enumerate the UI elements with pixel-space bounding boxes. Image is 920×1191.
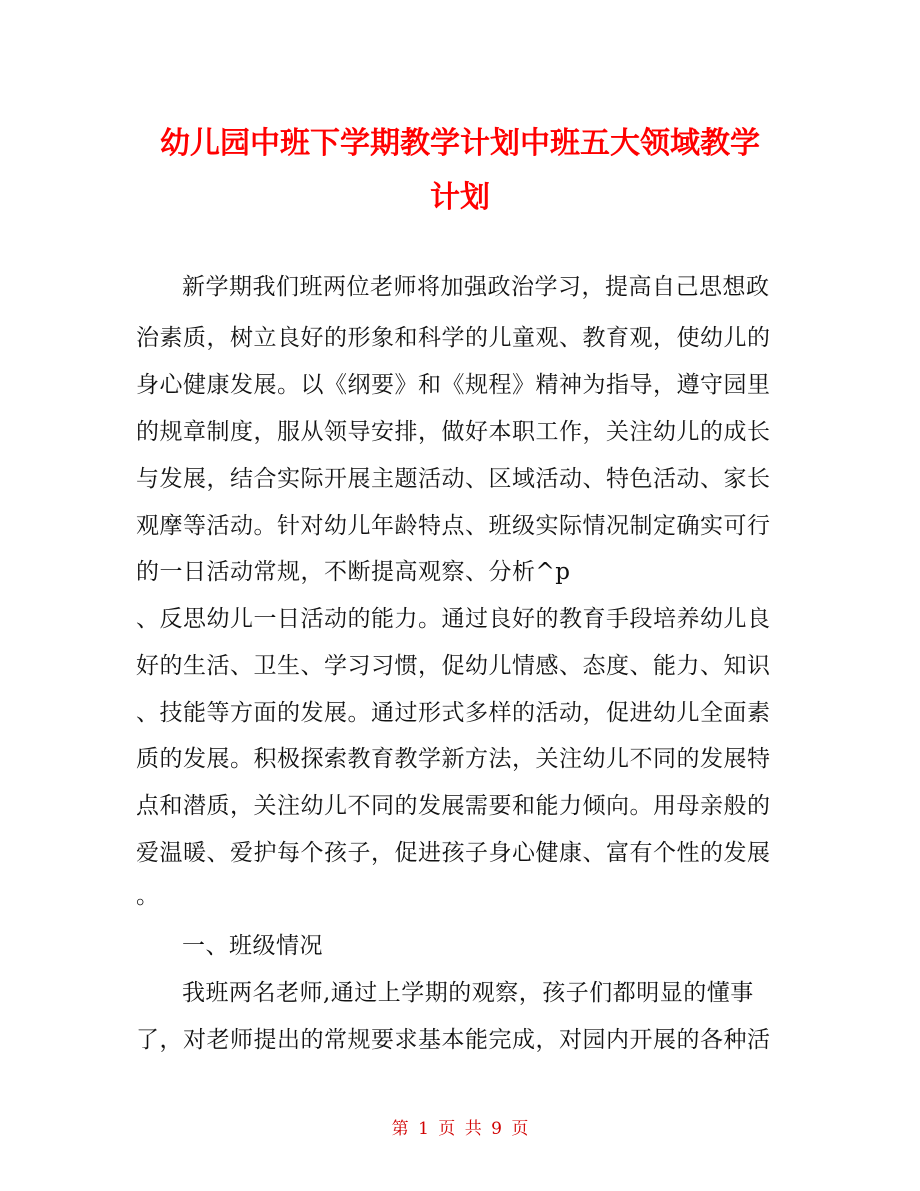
body-line-1: 新学期我们班两位老师将加强政治学习，提高自己思想政 (182, 274, 770, 300)
body-line-4: 的规章制度，服从领导安排，做好本职工作，关注幼儿的成长 (136, 419, 771, 445)
body-line-3: 身心健康发展。以《纲要》和《规程》精神为指导，遵守园里 (136, 372, 771, 398)
body-line-6: 观摩等活动。针对幼儿年龄特点、班级实际情况制定确实可行 (136, 513, 771, 539)
body-line-7: 的一日活动常规，不断提高观察、分析^p (136, 559, 571, 585)
body-line-13: 爱温暖、爱护每个孩子，促进孩子身心健康、富有个性的发展 (136, 840, 771, 866)
body-line-5: 与发展，结合实际开展主题活动、区域活动、特色活动、家长 (136, 466, 771, 492)
section-heading: 一、班级情况 (182, 933, 323, 959)
body-line-9: 好的生活、卫生、学习习惯，促幼儿情感、态度、能力、知识 (136, 653, 771, 679)
body-line-15: 我班两名老师,通过上学期的观察，孩子们都明显的懂事 (182, 980, 754, 1006)
body-line-16: 了，对老师提出的常规要求基本能完成，对园内开展的各种活 (136, 1027, 771, 1053)
body-line-2: 治素质，树立良好的形象和科学的儿童观、教育观，使幼儿的 (136, 325, 771, 351)
body-line-11: 质的发展。积极探索教育教学新方法，关注幼儿不同的发展特 (136, 746, 771, 772)
document-title-line-1: 幼儿园中班下学期教学计划中班五大领域教学 (160, 126, 760, 161)
body-line-10: 、技能等方面的发展。通过形式多样的活动，促进幼儿全面素 (136, 700, 771, 726)
body-line-14: 。 (136, 883, 160, 909)
page-number-footer: 第 1 页 共 9 页 (391, 1119, 529, 1139)
document-title-line-2: 计划 (430, 180, 490, 215)
body-line-8: 、反思幼儿一日活动的能力。通过良好的教育手段培养幼儿良 (136, 606, 771, 632)
body-line-12: 点和潜质，关注幼儿不同的发展需要和能力倾向。用母亲般的 (136, 793, 771, 819)
